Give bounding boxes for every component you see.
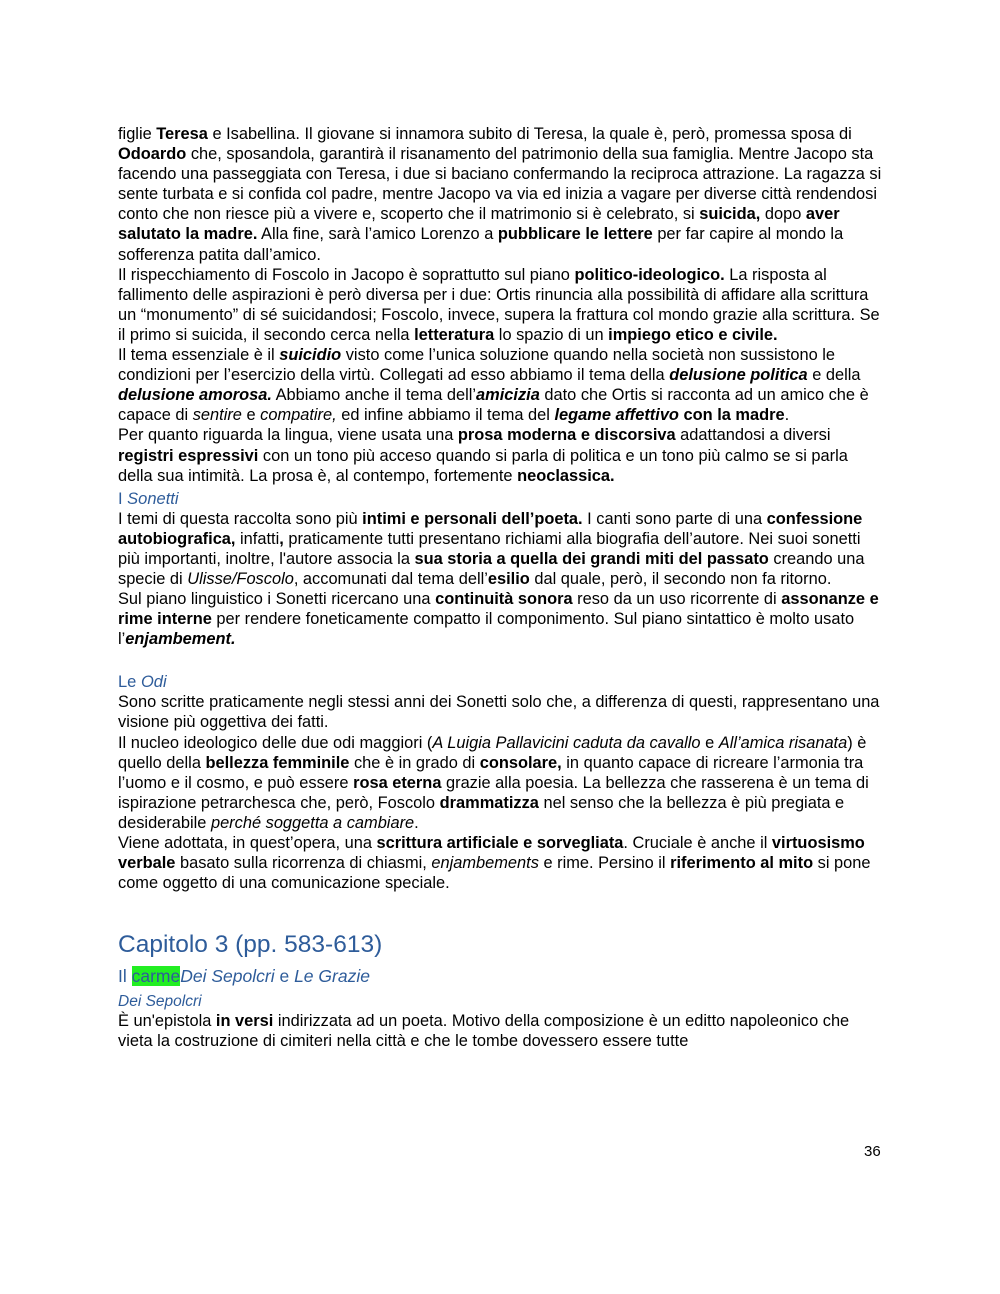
text-run: per far capire al mondo la sofferenza patita dall’amico. [118, 225, 844, 264]
text-run: figlie [118, 125, 157, 143]
page-content [118, 124, 884, 1051]
text-run: prosa moderna e discorsiva [457, 426, 676, 445]
paragraph [118, 124, 884, 265]
chapter-heading: Capitolo 3 (pp. 583-613) [118, 931, 383, 959]
text-run: ) è quello della [118, 733, 867, 772]
text-run: aver salutato la madre. [118, 205, 840, 244]
page-number: 36 [864, 1143, 881, 1160]
paragraph [118, 425, 884, 485]
paragraph [118, 589, 884, 649]
text-run: grazie alla poesia. La bellezza che rasserena è un tema di ispirazione petrarchesca che, però, Foscolo [118, 773, 869, 812]
text-run: consolare, [479, 753, 562, 772]
text-run: infatti [235, 529, 280, 548]
text-run: che, sposandola, garantirà il risanamento del patrimonio della sua famiglia. Mentre Jacopo sta facendo una passeggiata con Teresa, i due si baciano confermando la reciproca attrazione. La ragazza si sente turbata e si confida col padre, mentre Jacopo va via ed inizia a vagare per diverse città rendendosi conto che non riesce più a vivere e, scoperto che il matrimonio si è celebrato, si [118, 145, 882, 224]
text-run: basato sulla ricorrenza di chiasmi, [175, 854, 432, 873]
text-run: legame affettivo [554, 406, 679, 425]
text-run: drammatizza [439, 793, 539, 812]
paragraph [118, 265, 884, 345]
text-run: registri espressivi [118, 446, 259, 465]
text-run: . Cruciale è anche il [623, 834, 772, 852]
text-run: A Luigia Pallavicini caduta da cavallo [432, 733, 701, 752]
paragraph [118, 509, 884, 589]
text-run: per rendere foneticamente compatto il componimento. Sul piano sintattico è molto usato l’ [118, 610, 855, 649]
text-run: Viene adottata, in quest’opera, una [118, 834, 377, 852]
text-run: creando una specie di [118, 549, 865, 588]
text-run: praticamente tutti presentano richiami alla biografia dell’autore. Nei suoi sonetti più importanti, inoltre, l'autore associa la [118, 529, 861, 568]
paragraph [118, 833, 884, 893]
text-run: suicidio [279, 346, 342, 365]
text-run: sentire [192, 406, 242, 425]
text-run: enjambements [431, 854, 539, 873]
text-run: delusione amorosa. [118, 386, 272, 405]
text-run: esilio [487, 569, 530, 588]
text-run: dal quale, però, il secondo non fa ritorno. [529, 569, 832, 588]
text-run: indirizzata ad un poeta. Motivo della composizione è un editto napoleonico che vieta la costruzione di cimiteri nella città e che le tombe dovessero essere tutte [118, 1012, 850, 1051]
text-run: continuità sonora [435, 590, 573, 609]
text-run: con la madre [678, 406, 785, 425]
text-run: e Isabellina. Il giovane si innamora subito di Teresa, la quale è, però, promessa sposa di [207, 125, 852, 143]
text-run: Il rispecchiamento di Foscolo in Jacopo è soprattutto sul piano [118, 265, 575, 284]
text-run: lo spazio di un [494, 325, 609, 344]
text-run: compatire, [260, 406, 337, 425]
text-run: I temi di questa raccolta sono più [118, 509, 363, 528]
highlighted-word: carme [131, 966, 181, 987]
text-run: I canti sono parte di una [582, 509, 767, 528]
text-run: Teresa [156, 125, 208, 143]
text-run: visto come l’unica soluzione quando nella società non sussistono le condizioni per l’esercizio della virtù. Collegati ad esso abbiamo il tema della [118, 346, 836, 385]
text-run: bellezza femminile [205, 753, 350, 772]
text-run: . [784, 406, 790, 425]
text-run: che è in grado di [349, 753, 480, 772]
text-run: Sono scritte praticamente negli stessi anni dei Sonetti solo che, a differenza di questi, rappresentano una visione più oggettiva dei fatti. [118, 693, 880, 732]
text-run: perché soggetta a cambiare [210, 813, 415, 832]
text-run: dopo [760, 205, 806, 224]
text-run: enjambement. [125, 630, 236, 649]
text-run: , [279, 529, 284, 548]
heading-sepolcri: Dei Sepolcri [118, 993, 202, 1011]
paragraph [118, 733, 884, 833]
text-run: impiego etico e civile. [608, 325, 778, 344]
text-run: Il nucleo ideologico delle due odi maggiori ( [118, 733, 433, 752]
heading-carme: Il carmeDei Sepolcri e Le Grazie [118, 966, 370, 987]
text-run: nel senso che la bellezza è più pregiata e desiderabile [118, 793, 845, 832]
text-run: intimi e personali dell’poeta. [362, 509, 583, 528]
text-run: rosa eterna [353, 773, 442, 792]
text-run: confessione autobiografica, [118, 509, 863, 548]
text-run: si pone come oggetto di una comunicazione speciale. [118, 854, 871, 893]
text-run: e della [807, 366, 861, 385]
text-run: Il tema essenziale è il [118, 346, 280, 365]
paragraph [118, 1011, 884, 1051]
text-run: , accomunati dal tema dell’ [293, 569, 488, 588]
text-run: Per quanto riguarda la lingua, viene usata una [118, 426, 458, 445]
text-run: pubblicare le lettere [497, 225, 653, 244]
text-run: letteratura [414, 325, 495, 344]
text-run: Sul piano linguistico i Sonetti ricercano una [118, 590, 436, 609]
text-run: adattandosi a diversi [675, 426, 831, 445]
text-run: ed infine abbiamo il tema del [336, 406, 555, 425]
text-run: Abbiamo anche il tema dell’ [271, 386, 477, 405]
text-run: Alla fine, sarà l’amico Lorenzo a [257, 225, 498, 244]
text-run: in versi [215, 1012, 274, 1031]
text-run: All’amica risanata [718, 733, 848, 752]
heading-odi: Le Odi [118, 673, 167, 692]
text-run: politico-ideologico. [574, 265, 725, 284]
text-run: dato che Ortis si racconta ad un amico che è capace di [118, 386, 869, 425]
text-run: in quanto capace di ricreare l’armonia tra l’uomo e il cosmo, e può essere [118, 753, 864, 792]
text-run: e [700, 733, 719, 752]
text-run: . [414, 813, 419, 832]
text-run: sua storia a quella dei grandi miti del passato [414, 549, 769, 568]
text-run: reso da un uso ricorrente di [572, 590, 782, 609]
text-run: virtuosismo verbale [118, 834, 865, 873]
text-run: riferimento al mito [670, 854, 814, 873]
text-run: La risposta al fallimento delle aspirazioni è però diversa per i due: Ortis rinuncia alla possibilità di affidare alla scrittura un “monumento” di sé suicidandosi; Foscolo, invece, supera la frattura col mondo grazie alla scrittura. Se il primo si suicida, il secondo cerca nella [118, 265, 880, 344]
text-run: e [241, 406, 261, 425]
text-run: Odoardo [118, 145, 187, 164]
text-run: suicida, [699, 205, 761, 224]
text-run: neoclassica. [517, 466, 615, 485]
text-run: Ulisse/Foscolo [187, 569, 294, 588]
text-run: scrittura artificiale e sorvegliata [376, 834, 624, 852]
heading-sonetti: I Sonetti [118, 489, 179, 508]
text-run: con un tono più acceso quando si parla di politica e un tono più calmo se si parla della sua intimità. La prosa è, al contempo, fortemente [118, 446, 848, 485]
text-run: amicizia [476, 386, 540, 405]
text-run: È un'epistola [118, 1012, 216, 1031]
paragraph [118, 345, 884, 425]
text-run: assonanze e rime interne [118, 590, 879, 629]
text-run: delusione politica [669, 366, 808, 385]
paragraph [118, 692, 884, 732]
text-run: e rime. Persino il [538, 854, 671, 873]
